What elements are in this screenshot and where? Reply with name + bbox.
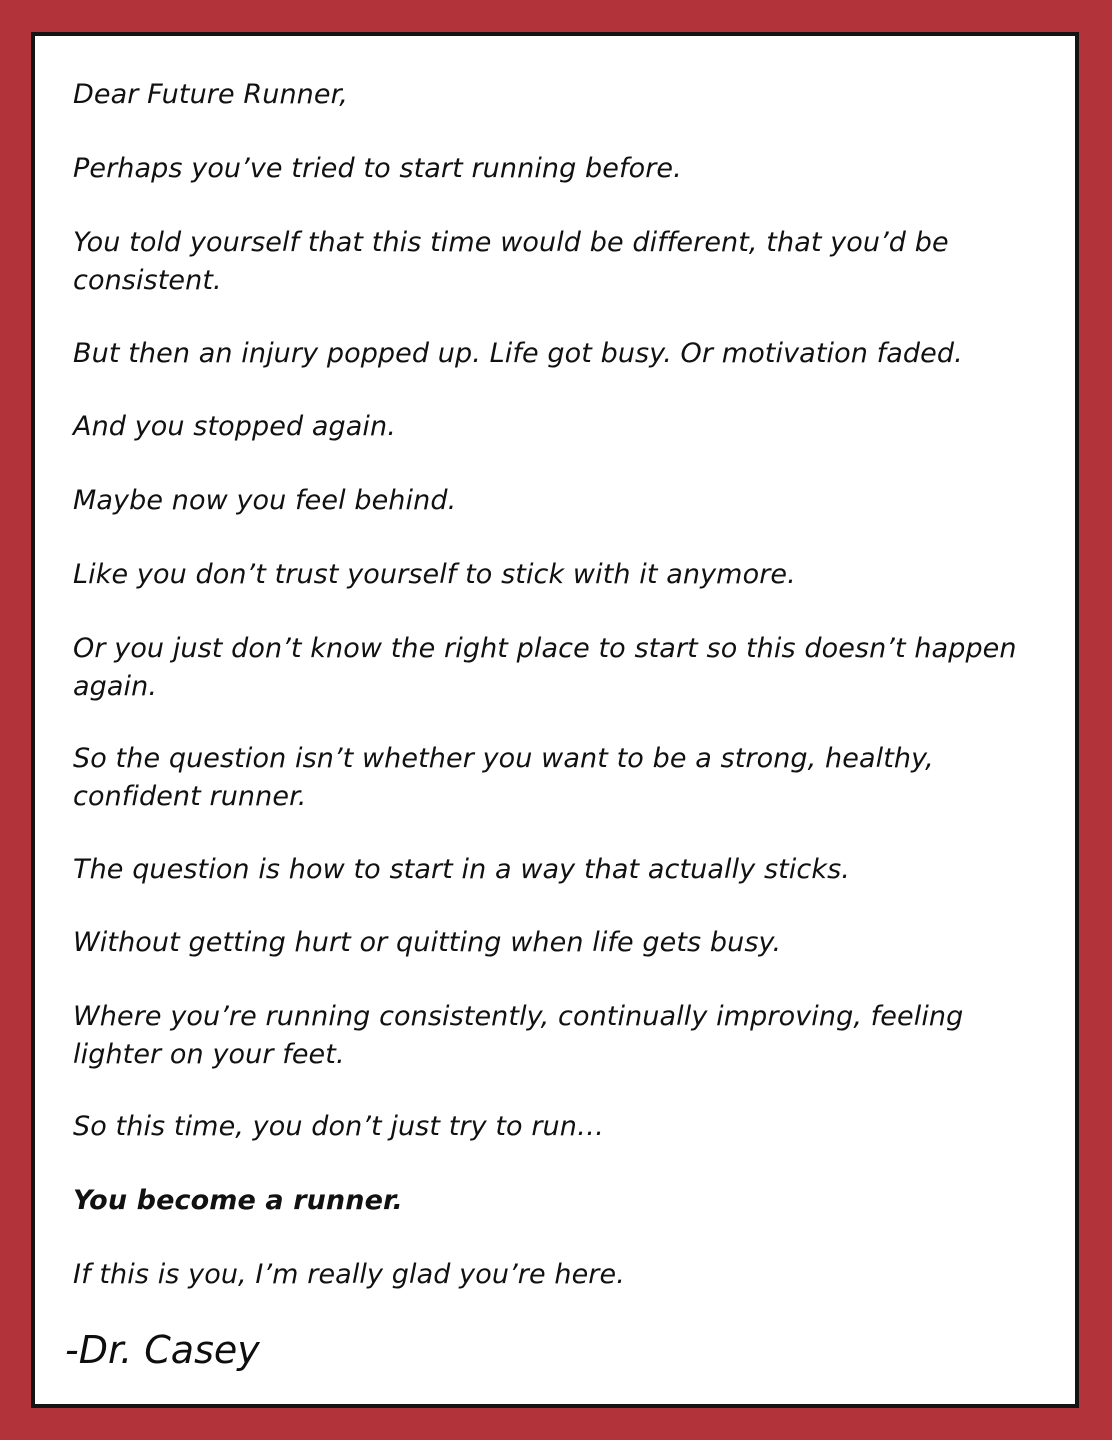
salutation: Dear Future Runner, (73, 79, 348, 110)
paragraph: So the question isn’t whether you want to be a strong, healthy, confident runner. (73, 743, 934, 812)
paragraph: And you stopped again. (73, 411, 396, 442)
emphasis-line: You become a runner. (73, 1185, 403, 1216)
paragraph: Maybe now you feel behind. (73, 485, 457, 516)
paragraph: Like you don’t trust yourself to stick with it anymore. (73, 559, 796, 590)
letter-page (31, 32, 1079, 1408)
paragraph: The question is how to start in a way that actually sticks. (73, 854, 850, 885)
paragraph: Where you’re running consistently, continually improving, feeling lighter on your feet. (73, 1001, 964, 1070)
paragraph: But then an injury popped up. Life got busy. Or motivation faded. (73, 338, 963, 369)
paragraph: Or you just don’t know the right place to start so this doesn’t happen again. (73, 633, 1017, 702)
paragraph: Perhaps you’ve tried to start running before. (73, 153, 682, 184)
paragraph: Without getting hurt or quitting when life gets busy. (73, 927, 782, 958)
signature: -Dr. Casey (65, 1328, 260, 1372)
paragraph: So this time, you don’t just try to run… (73, 1111, 605, 1142)
paragraph: If this is you, I’m really glad you’re here. (73, 1259, 625, 1290)
paragraph: You told yourself that this time would be different, that you’d be consistent. (73, 227, 949, 296)
